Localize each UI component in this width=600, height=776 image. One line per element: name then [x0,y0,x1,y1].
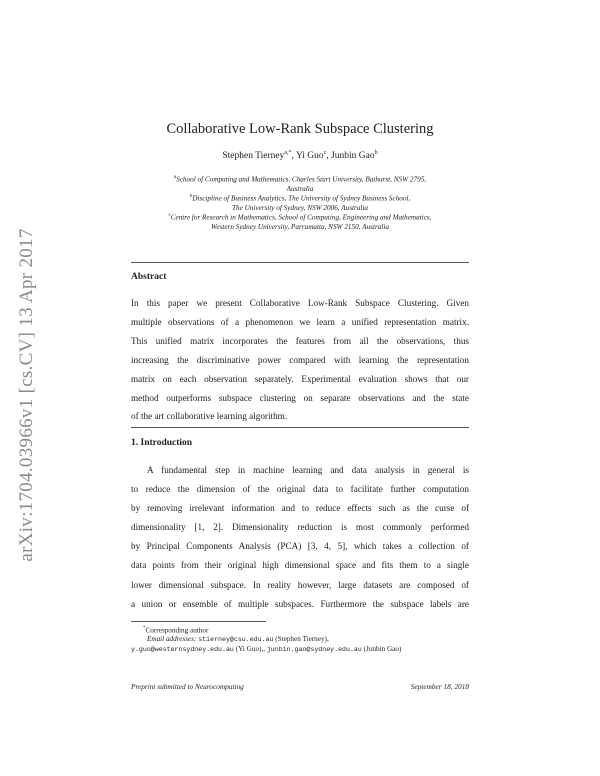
author-list: Stephen Tierney$^{a,*}$, Yi Guo$^c$, Junbin Gao$^b$ [222,150,378,162]
abstract-line: This unified matrix incorporates the features from all the observations, thus [131,335,469,346]
footnote-corresponding: *Corresponding author [143,626,209,635]
paper-title: Collaborative Low-Rank Subspace Clustering [166,121,434,137]
affiliation-line: Australia [286,184,314,193]
abstract-line: increasing the discriminative power compared with learning the representation [131,354,469,365]
body-line: a union or ensemble of multiple subspaces. Furthermore the subspace labels are [131,598,469,609]
email-link[interactable]: y.guo@westernsydney.edu.au [131,646,234,653]
author-name: Junbin Gao [331,151,375,162]
affiliation-line: Western Sydney University, Parramatta, NSW 2150, Australia [211,222,389,231]
abstract-line: matrix on each observation separately. Experimental evaluation shows that our [131,373,469,384]
author-mark: a,* [284,150,292,156]
abstract-top-rule [131,262,469,263]
introduction-body [131,461,469,614]
affiliation [120,192,480,213]
affiliation [120,211,480,232]
footer-date: September 18, 2018 [410,682,469,691]
abstract-line: of the art collaborative learning algorithm. [131,411,288,422]
affiliation [120,173,480,194]
author-name: Stephen Tierney [222,151,285,162]
email-owner: (Junbin Gao) [363,645,402,653]
email-label: Email addresses: [147,635,197,643]
abstract-line: In this paper we present Collaborative Low-Rank Subspace Clustering. Given [131,298,469,308]
footnote-text: Corresponding author [145,626,209,635]
abstract-bottom-rule [131,427,469,428]
body-line: A fundamental step in machine learning and data analysis in general is [147,465,469,475]
body-line: to reduce the dimension of the original data to facilitate further computation [131,484,469,495]
body-line: by removing irrelevant information and to reduce effects such as the curse of [131,503,469,514]
affiliation-line: Discipline of Business Analytics, The University of Sydney Business School, [192,194,411,203]
author-name: Yi Guo [295,151,324,162]
abstract-line: method outperforms subspace clustering on separate observations and the state [131,392,469,403]
email-owner: (Yi Guo), [235,645,264,653]
body-line: lower dimensional subspace. In reality however, large datasets are composed of [131,579,469,590]
affiliation-mark: b [189,194,193,199]
section-heading-introduction: 1. Introduction [131,438,193,448]
author-mark: b [374,150,378,156]
affiliation-line: The University of Sydney, NSW 2006, Australia [231,203,369,212]
affiliation-mark: a [173,175,177,180]
affiliation-mark: c [168,213,171,218]
email-link[interactable]: junbin.gao@sydney.edu.au [266,646,362,653]
footnote-emails-cont: y.guo@westernsydney.edu.au (Yi Guo),, junbin.gao@sydney.edu.au (Junbin Gao) [131,645,402,653]
email-link[interactable]: stierney@csu.edu.au [198,636,274,643]
footnote-rule [131,621,266,622]
affiliation-line: School of Computing and Mathematics, Charles Sturt University, Bathurst, NSW 2795, [176,175,427,184]
affiliation-line: Centre for Research in Mathematics, School of Computing, Engineering and Mathematics, [170,213,432,222]
body-line: dimensionality [1, 2]. Dimensionality reduction is most commonly performed [131,522,469,533]
body-line: by Principal Components Analysis (PCA) [3, 4, 5], which takes a collection of [131,541,469,552]
body-line: data points from their original high dimensional space and fits them to a single [131,560,469,571]
abstract-heading: Abstract [131,272,167,282]
author-mark: c [323,150,327,156]
abstract-line: multiple observations of a phenomenon we learn a unified representation matrix. [131,316,469,327]
abstract-body [131,294,469,426]
email-owner: (Stephen Tierney), [275,635,329,643]
footer-journal: Preprint submitted to Neurocomputing [131,682,244,691]
arxiv-stamp-text: arXiv:1704.03966v1 [cs.CV] 13 Apr 2017 [16,228,37,562]
arxiv-stamp [6,205,48,585]
